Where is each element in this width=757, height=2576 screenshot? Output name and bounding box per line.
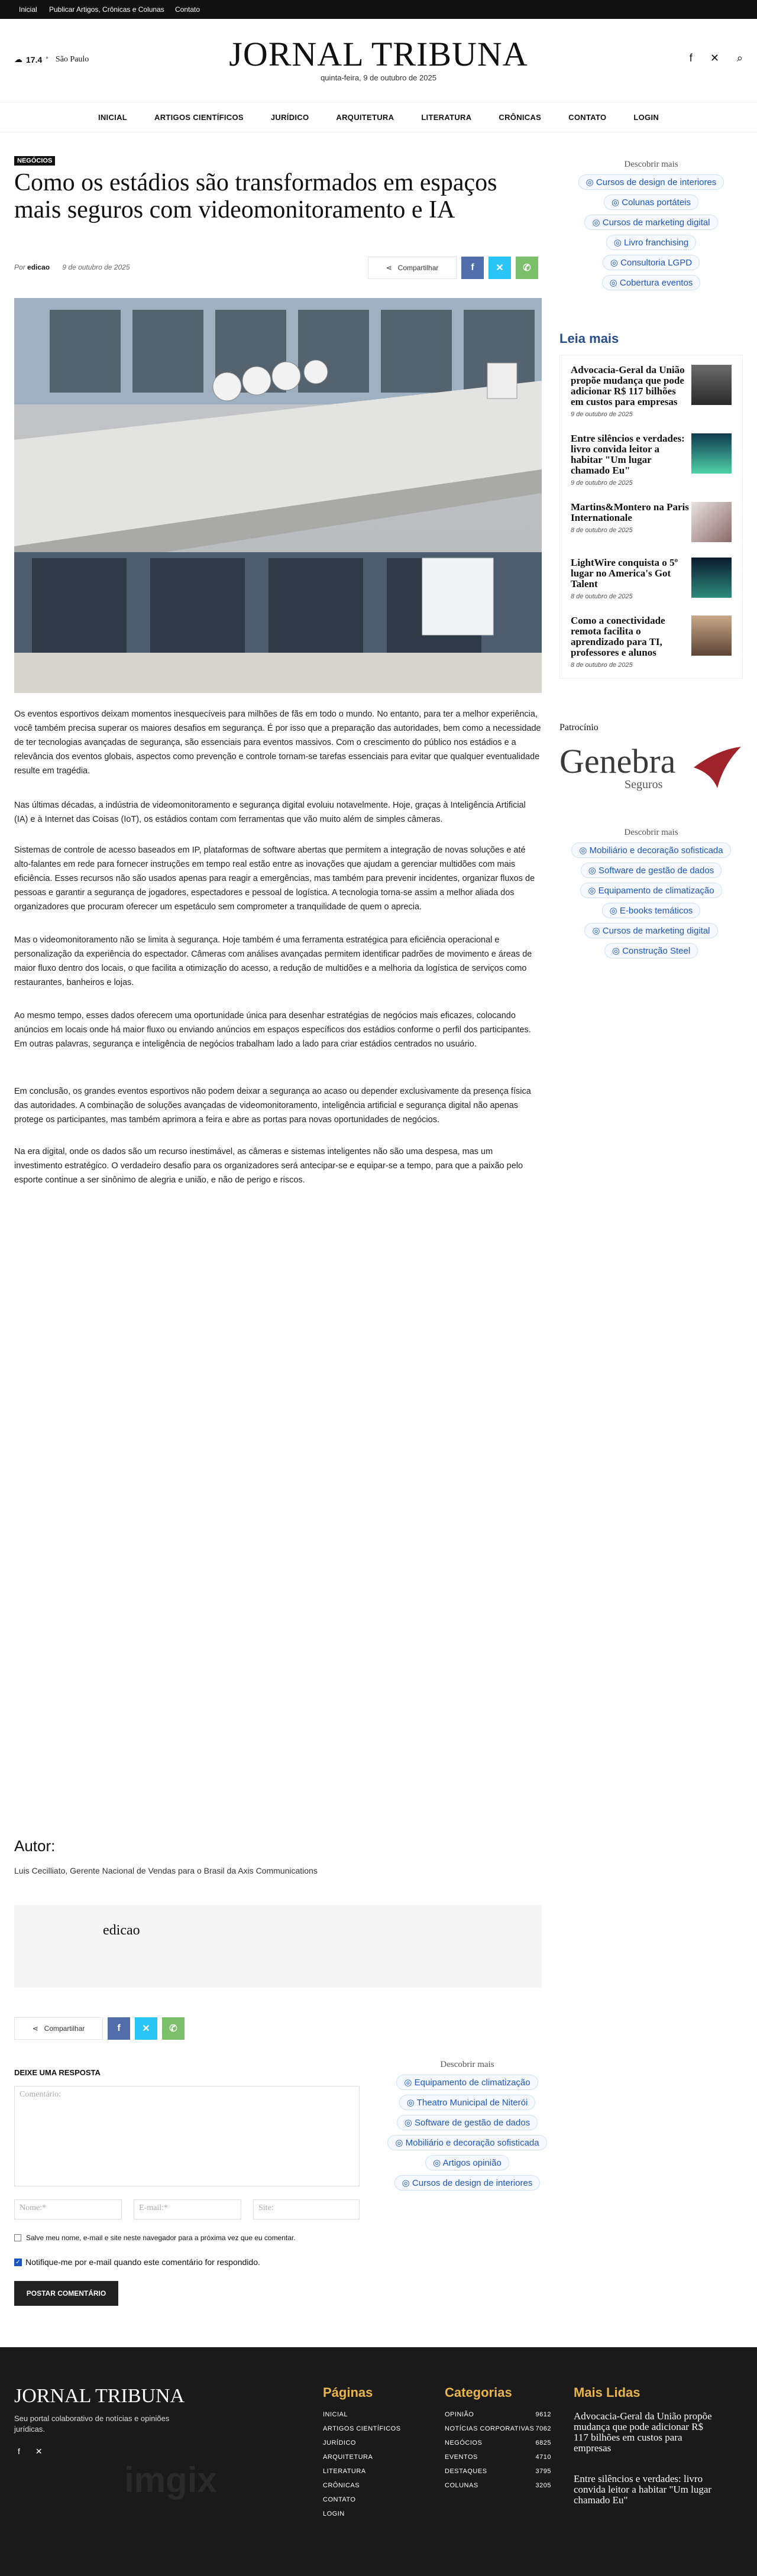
facebook-icon[interactable]: f (18, 2447, 20, 2456)
leia-mais-heading: Leia mais (559, 331, 619, 346)
weather-city: São Paulo (55, 54, 89, 64)
nav-inicial[interactable]: INICIAL (98, 113, 127, 122)
leia-date: 8 de outubro de 2025 (571, 527, 633, 534)
sponsor-banner[interactable] (559, 744, 743, 797)
list-item[interactable] (571, 365, 732, 418)
x-share-icon[interactable]: ✕ (135, 2017, 157, 2040)
leia-title[interactable]: Como a conectividade remota facilita o aprendizado para TI, professores e alunos (571, 615, 665, 658)
category-name: OPINIÃO (445, 2411, 474, 2418)
discover-link[interactable]: ◎ Colunas portáteis (604, 195, 698, 210)
discover-link[interactable]: ◎ Cobertura eventos (602, 275, 701, 290)
category-count: 9612 (535, 2411, 551, 2418)
article-paragraph: Sistemas de controle de acesso baseados em IP, plataformas de software abertas que permitem a integração de novas soluções e até alto-falantes em rede para fornecer instruções em tempo real estão entre as inovações que ajudam a gerenciar multidões com mais eficiência. Esses recursos não são usados apenas para reagir a emergências, mas também para prevenir incidentes, organizar fluxos de pessoas e garantir a segurança de jogadores, espectadores e pessoal de logística. A tecnologia torna-se assim a melhor aliada dos organizadores que procuram oferecer um espetáculo sem comprometer a tranquilidade de quem o aprecia. (14, 845, 535, 912)
footer-social (18, 2447, 43, 2457)
nav-login[interactable]: LOGIN (633, 113, 659, 122)
list-item[interactable] (571, 502, 732, 542)
x-icon[interactable]: ✕ (710, 52, 719, 64)
byline-author[interactable]: edicao (27, 263, 50, 271)
article-paragraph: Na era digital, onde os dados são um recurso inestimável, as câmeras e sistemas inteligentes não são uma despesa, mas um investimento estratégico. O verdadeiro desafio para os organizadores será antecipar-se e equipar-se a tempo, para que a paixão pelo esporte continue a ser sinônimo de alegria e união, e não de perigo e riscos. (14, 1147, 523, 1185)
category-name: EVENTOS (445, 2454, 478, 2461)
footer-link[interactable]: INICIAL (323, 2411, 348, 2418)
category-count: 4710 (535, 2454, 551, 2461)
email-field[interactable]: E-mail:* (134, 2199, 241, 2219)
footer-description: Seu portal colaborativo de notícias e opiniões jurídicas. (14, 2414, 170, 2434)
save-info-row (14, 2234, 296, 2242)
reply-heading: DEIXE UMA RESPOSTA (14, 2068, 101, 2077)
category-count: 6825 (535, 2439, 551, 2447)
discover-link[interactable]: ◎ Cursos de design de interiores (394, 2175, 541, 2191)
bottom-share-bar (14, 2017, 185, 2040)
sponsor-sub: Seguros (625, 778, 663, 791)
byline-by: Por (14, 263, 25, 271)
discover-link[interactable]: ◎ Livro franchising (606, 235, 696, 250)
footer-category[interactable] (445, 2439, 551, 2447)
footer-watermark: imgix (124, 2460, 217, 2500)
leia-title[interactable]: Advocacia-Geral da União propõe mudança que pode adicionar R$ 117 bilhões em custos para empresas (571, 364, 685, 407)
thumbnail[interactable] (691, 365, 732, 405)
leia-date: 8 de outubro de 2025 (571, 593, 633, 600)
discover-link[interactable]: ◎ Software de gestão de dados (581, 863, 722, 878)
nav-artigos[interactable]: ARTIGOS CIENTÍFICOS (154, 113, 244, 122)
patrocinio-label: Patrocínio (559, 722, 599, 733)
author-box-name[interactable]: edicao (103, 1923, 140, 1938)
topbar-link-inicial[interactable]: Inicial (19, 5, 37, 14)
post-comment-button[interactable]: POSTAR COMENTÁRIO (14, 2281, 118, 2306)
x-share-icon[interactable]: ✕ (489, 257, 511, 279)
share-label: Compartilhar (44, 2024, 85, 2033)
discover-heading: Descobrir mais (624, 160, 678, 169)
footer-category[interactable] (445, 2425, 551, 2432)
article-title: Como os estádios são transformados em espaços mais seguros com videomonitoramento e IA (14, 169, 497, 223)
leia-date: 9 de outubro de 2025 (571, 411, 633, 418)
author-text: Luis Cecilliato, Gerente Nacional de Vendas para o Brasil da Axis Communications (14, 1866, 318, 1875)
article-paragraph: Nas últimas décadas, a indústria de videomonitoramento e segurança digital evoluiu notavelmente. Hoje, graças à Inteligência Artificial (IA) e à Internet das Coisas (IoT), os estádios contam com ferramentas que vão muito além de simples câmeras. (14, 801, 526, 824)
topbar-link-publicar[interactable]: Publicar Artigos, Crônicas e Colunas (49, 5, 164, 14)
stadium-photo (14, 298, 542, 693)
footer-categorias (445, 2385, 551, 2489)
share-button[interactable] (368, 257, 457, 279)
leia-title[interactable]: Martins&Montero na Paris Internationale (571, 501, 689, 523)
discover-link[interactable]: ◎ Software de gestão de dados (397, 2115, 538, 2130)
footer-link[interactable]: ARQUITETURA (323, 2454, 373, 2461)
discover-link[interactable]: ◎ Mobiliário e decoração sofisticada (387, 2135, 546, 2150)
discover-link[interactable]: ◎ Equipamento de climatização (580, 883, 722, 898)
nav-contato[interactable]: CONTATO (568, 113, 607, 122)
facebook-share-icon[interactable]: f (461, 257, 484, 279)
footer-paginas (323, 2385, 429, 2517)
share-label: Compartilhar (397, 264, 439, 272)
discover-heading: Descobrir mais (624, 828, 678, 837)
notify-row (14, 2257, 260, 2267)
discover-link[interactable]: ◎ Construção Steel (604, 943, 698, 958)
nav-cronicas[interactable]: CRÔNICAS (499, 113, 542, 122)
weather-temp: 17.4 (26, 54, 43, 64)
discover-link[interactable]: ◎ Consultoria LGPD (603, 255, 700, 270)
footer-mais-item[interactable]: Entre silêncios e verdades: livro convida leitor a habitar "Um lugar chamado Eu" (574, 2473, 712, 2506)
article-paragraph: Mas o videomonitoramento não se limita à segurança. Hoje também é uma ferramenta estratégica para eficiência operacional e personalização da experiência do espectador. Câmeras com análises avançadas permitem identificar padrões de movimento e áreas de maior fluxo dentro dos locais, o que facilita a otimização do acesso, a redução de multidões e a melhoria da logística de serviços como restaurantes, banheiros e lojas. (14, 935, 532, 987)
discover-link[interactable]: ◎ Mobiliário e decoração sofisticada (571, 843, 730, 858)
footer-mais-heading: Mais Lidas (574, 2385, 640, 2400)
leia-title[interactable]: LightWire conquista o 5º lugar no America's Got Talent (571, 557, 678, 589)
nav-juridico[interactable]: JURÍDICO (270, 113, 309, 122)
category-name: NEGÓCIOS (445, 2439, 483, 2447)
main-nav (0, 102, 757, 132)
sponsor-bird-icon (691, 744, 744, 791)
share-bar (368, 257, 538, 279)
footer-link[interactable]: LITERATURA (323, 2468, 366, 2475)
discover-link[interactable]: ◎ Cursos de marketing digital (584, 923, 717, 938)
discover-link[interactable]: ◎ Cursos de marketing digital (584, 215, 717, 230)
category-name: NOTÍCIAS CORPORATIVAS (445, 2425, 535, 2432)
sidebar-discover-2 (559, 828, 743, 958)
nav-literatura[interactable]: LITERATURA (421, 113, 472, 122)
list-item[interactable] (571, 615, 732, 669)
footer-category[interactable] (445, 2454, 551, 2461)
footer-category[interactable] (445, 2468, 551, 2475)
discover-link[interactable]: ◎ Artigos opinião (425, 2155, 509, 2170)
footer-mais-item[interactable]: Advocacia-Geral da União propõe mudança que pode adicionar R$ 117 bilhões em custos para empresas (574, 2410, 712, 2454)
thumbnail[interactable] (691, 502, 732, 542)
top-bar (0, 0, 757, 19)
header-icons (690, 52, 743, 64)
save-checkbox[interactable] (14, 2234, 21, 2241)
header-date: quinta-feira, 9 de outubro de 2025 (321, 73, 436, 82)
whatsapp-share-icon[interactable]: ✆ (516, 257, 538, 279)
category-count: 7062 (535, 2425, 551, 2432)
category-badge[interactable]: NEGÓCIOS (14, 156, 55, 166)
footer-logo[interactable]: JORNAL TRIBUNA (14, 2385, 185, 2407)
leia-date: 9 de outubro de 2025 (571, 479, 633, 487)
byline (14, 263, 130, 271)
footer-link[interactable]: LOGIN (323, 2510, 345, 2517)
footer-category[interactable] (445, 2482, 551, 2489)
leia-mais-list (559, 355, 743, 679)
footer-paginas-heading: Páginas (323, 2385, 373, 2400)
thumbnail[interactable] (691, 558, 732, 598)
article-hero-image (14, 298, 542, 693)
byline-date: 9 de outubro de 2025 (62, 263, 130, 271)
footer-link[interactable]: ARTIGOS CIENTÍFICOS (323, 2425, 401, 2432)
cloud-icon: ☁ (14, 54, 22, 64)
sidebar-discover-1 (559, 160, 743, 290)
category-count: 3795 (535, 2468, 551, 2475)
save-label: Salve meu nome, e-mail e site neste navegador para a próxima vez que eu comentar. (26, 2234, 296, 2242)
whatsapp-share-icon[interactable]: ✆ (162, 2017, 185, 2040)
footer-link[interactable]: JURÍDICO (323, 2439, 356, 2447)
list-item[interactable] (571, 433, 732, 487)
footer-category[interactable] (445, 2411, 551, 2418)
site-field[interactable]: Site: (253, 2199, 360, 2219)
nav-arquitetura[interactable]: ARQUITETURA (336, 113, 394, 122)
share-button[interactable] (14, 2017, 103, 2040)
discover-link[interactable]: ◎ E-books temáticos (602, 903, 701, 918)
x-icon[interactable]: ✕ (35, 2447, 43, 2456)
category-name: DESTAQUES (445, 2468, 487, 2475)
article-paragraph: Em conclusão, os grandes eventos esportivos não podem deixar a segurança ao acaso ou depender exclusivamente da presença física das autoridades. A combinação de soluções avançadas de videomonitoramento, inteligência artificial e segurança digital não apenas protege os participantes, mas também aprimora a feira e abre as portas para novas oportunidades de negócios. (14, 1087, 531, 1125)
name-field[interactable]: Nome:* (14, 2199, 122, 2219)
footer-link[interactable]: CRÔNICAS (323, 2482, 360, 2489)
sponsor-name: Genebra (559, 742, 676, 780)
share-icon: ⋖ (32, 2024, 38, 2033)
leia-date: 8 de outubro de 2025 (571, 662, 633, 669)
footer-mais-lidas (574, 2385, 716, 2506)
search-icon[interactable]: ⌕ (736, 52, 743, 64)
category-name: COLUNAS (445, 2482, 478, 2489)
article-paragraph: Ao mesmo tempo, esses dados oferecem uma oportunidade única para desenhar estratégias de negócios mais eficazes, colocando anúncios em locais onde há maior fluxo ou enviando anúncios em espaços específicos dos estádios conforme o perfil dos participantes. Em outras palavras, segurança e inteligência de negócios trabalham lado a lado para criar estádios centrados no usuário. (14, 1011, 531, 1049)
thumbnail[interactable] (691, 433, 732, 474)
leia-title[interactable]: Entre silêncios e verdades: livro convida leitor a habitar "Um lugar chamado Eu" (571, 433, 685, 476)
notify-checkbox[interactable]: ✓ (14, 2259, 22, 2266)
list-item[interactable] (571, 558, 732, 600)
comments-discover (378, 2060, 556, 2191)
weather-unit: ° (46, 56, 48, 63)
article-paragraph: Os eventos esportivos deixam momentos inesquecíveis para milhões de fãs em todo o mundo. No entanto, para ter a melhor experiência, você também precisa superar os maiores desafios em segurança. É por isso que a preparação das autoridades, bem como a necessidade de ter tecnologias avançadas de segurança, são essenciais para eventos massivos. Com o crescimento do público nos estádios e a relevância dos eventos globais, aspectos como prevenção e controle tornam-se tarefas essenciais para evitar que qualquer eventualidade resulte em tragédia. (14, 709, 541, 776)
category-count: 3205 (535, 2482, 551, 2489)
discover-link[interactable]: ◎ Equipamento de climatização (396, 2075, 538, 2090)
site-logo[interactable]: JORNAL TRIBUNA (229, 35, 528, 73)
discover-link[interactable]: ◎ Cursos de design de interiores (578, 174, 724, 190)
thumbnail[interactable] (691, 615, 732, 656)
footer-categorias-heading: Categorias (445, 2385, 512, 2400)
share-icon: ⋖ (386, 264, 392, 272)
topbar-link-contato[interactable]: Contato (175, 5, 200, 14)
discover-link[interactable]: ◎ Theatro Municipal de Niterói (399, 2095, 536, 2110)
facebook-share-icon[interactable]: f (108, 2017, 130, 2040)
footer-link[interactable]: CONTATO (323, 2496, 356, 2503)
author-box (14, 1905, 542, 1988)
author-heading: Autor: (14, 1837, 56, 1855)
site-footer (0, 2347, 757, 2576)
discover-heading: Descobrir mais (440, 2060, 494, 2069)
comment-textarea[interactable]: Comentário: (14, 2086, 360, 2186)
notify-label: Notifique-me por e-mail quando este comentário for respondido. (25, 2257, 260, 2267)
facebook-icon[interactable]: f (689, 52, 693, 64)
